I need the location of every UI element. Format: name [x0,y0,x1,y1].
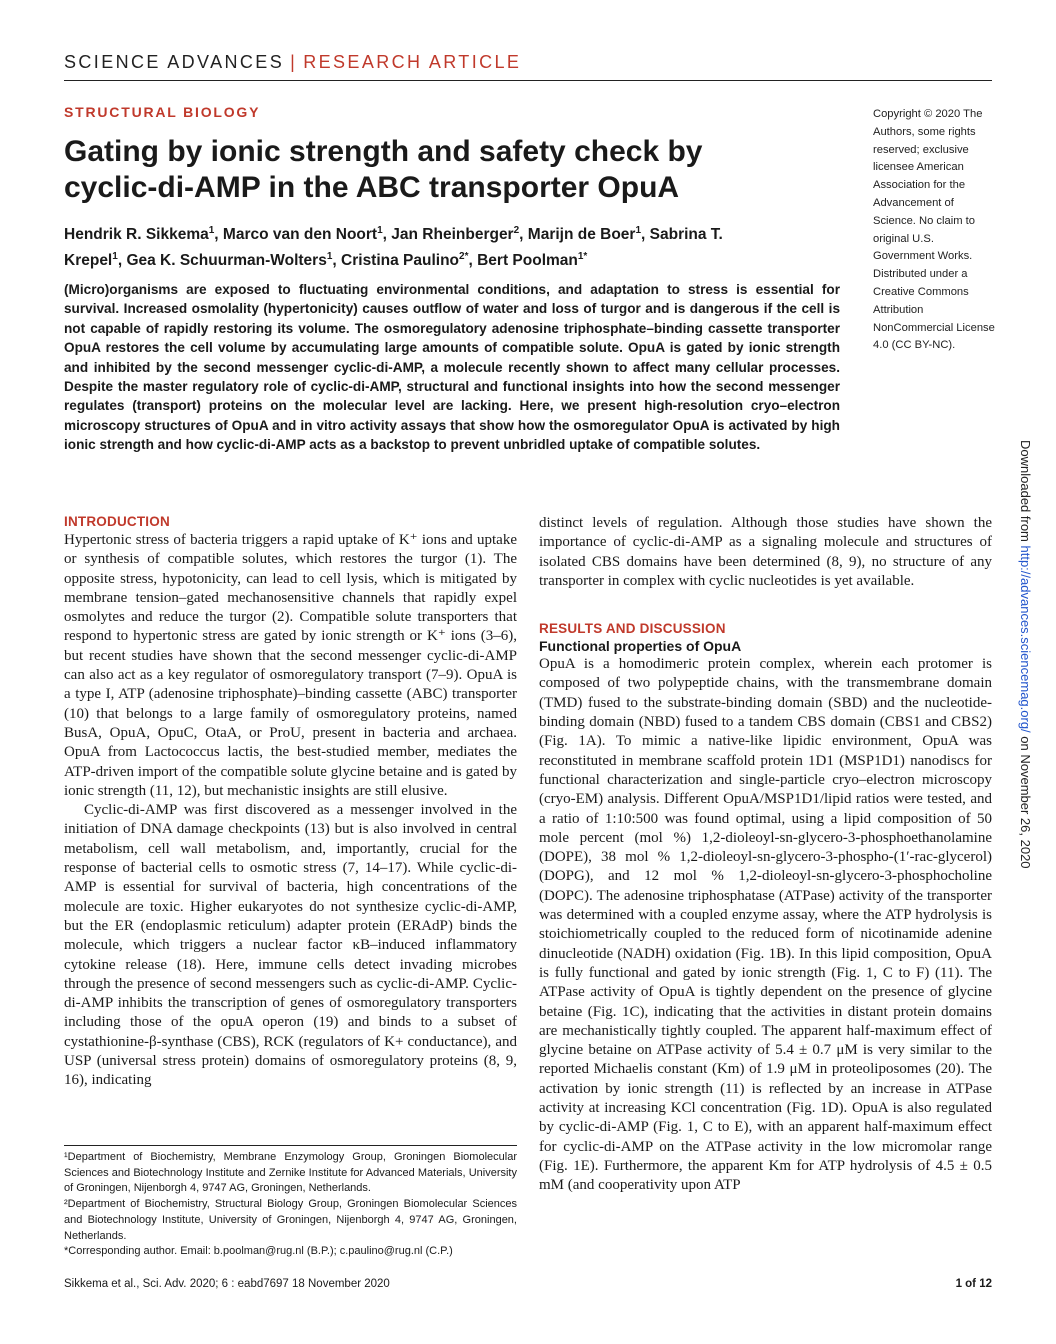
author-affiliation-mark: 1* [577,251,588,263]
author-affiliation-mark: 1 [377,225,383,236]
author-name: Cristina Paulino [341,252,460,270]
article-type: RESEARCH ARTICLE [303,52,522,72]
author-name: Gea K. Schuurman-Wolters [126,252,327,270]
subject-category: STRUCTURAL BIOLOGY [64,104,261,120]
journal-header [64,52,521,73]
intro-paragraph-1: Hypertonic stress of bacteria triggers a rapid uptake of K⁺ ions and uptake or synthesis of compatible solutes, which restores the turgor (1). The opposite stress, hypotonicity, can lead to cell lysis, which is mitigated by membrane tension–gated mechanosensitive channels that rapidly expel osmolytes and reduce the turgor (2). Compatible solute transporters that respond to hypertonic stress are gated by ionic strength or K⁺ ions (3–6), but recent studies have shown that the second messenger cyclic-di-AMP can also act as a key regulator of osmoregulatory transport (7–9). OpuA is a type I, ATP (adenosine triphosphate)–binding cassette (ABC) transporter (10) that belongs to a large family of osmoregulatory proteins, named BusA, OpuA, OpuC, OtaA, or ProU, present in bacteria and archaea. OpuA from Lactococcus lactis, the best-studied member, mediates the ATP-driven import of the compatible solute glycine betaine and is gated by ionic strength (11, 12), but mechanistic insights are still elusive. [64,532,517,799]
journal-name: SCIENCE ADVANCES [64,52,285,72]
author-affiliation-mark: 1 [635,225,642,236]
introduction-heading: INTRODUCTION [64,514,170,529]
page-number: 1 of 12 [955,1278,992,1290]
author-name: Marijn de Boer [527,226,636,244]
download-prefix: Downloaded from [1018,440,1033,546]
author-affiliation-mark: 1 [112,251,118,263]
download-suffix: on November 26, 2020 [1018,732,1033,869]
right-column [539,514,992,1196]
citation-line: Sikkema et al., Sci. Adv. 2020; 6 : eabd7697 18 November 2020 [64,1278,390,1290]
abstract: (Micro)organisms are exposed to fluctuating environmental conditions, and adaptation to stress is essential for survival. Increased osmolality (hypertonicity) causes outflow of water and loss of turgor and is dangerous if the cell is not capable of rapidly restoring its volume. The osmoregulatory adenosine triphosphate–binding cassette transporter OpuA restores the cell volume by accumulating large amounts of compatible solute. OpuA is gated by ionic strength and inhibited by the second messenger cyclic-di-AMP, a molecule recently shown to affect many cellular processes. Despite the master regulatory role of cyclic-di-AMP, structural and functional insights into how the second messenger regulates (transport) proteins on the molecular level are lacking. Here, we present high-resolution cryo–electron microscopy structures of OpuA and in vitro activity assays that show how the osmoregulator OpuA is activated by high ionic strength and how cyclic-di-AMP acts as a backstop to prevent unbridled uptake of compatible solutes. [64,282,840,453]
author-name: Hendrik R. Sikkema [64,226,209,244]
results-heading: RESULTS AND DISCUSSION [539,621,726,637]
intro-continued-paragraph: distinct levels of regulation. Although those studies have shown the importance of cyclic-di-AMP as a signaling molecule and structures of isolated CBS domains have been determined (8, 9), no structure of any transporter in complex with cyclic nucleotides is yet available. [539,515,992,589]
author-name: Marco van den Noort [222,226,378,244]
header-separator: | [290,52,298,72]
author-list: Hendrik R. Sikkema$^1$, Marco van den Noort$^1$, Jan Rheinberger$^2$, Marijn de Boer$^1$, Sabrina T. Krepel$^1$, Gea K. Schuurman-Wolters$^1$, Cristina Paulino$^{2*}$, Bert Poolman$^{1*}$ [64,225,723,270]
author-name: Sabrina T. Krepel [64,226,723,270]
footnote-rule [64,1145,517,1146]
download-link[interactable]: http://advances.sciencemag.org/ [1018,545,1033,733]
corresponding-author: *Corresponding author. Email: b.poolman@rug.nl (B.P.); c.paulino@rug.nl (C.P.) [64,1245,453,1258]
page-footer [64,1278,992,1290]
author-name: Jan Rheinberger [391,226,514,244]
results-paragraph: OpuA is a homodimeric protein complex, wherein each protomer is composed of two polypeptide chains, with the transmembrane domain (TMD) fused to the substrate-binding domain (SBD) and the nucleotide-binding domain (NBD) fused to a tandem CBS domain (CBS1 and CBS2) (Fig. 1A). To mimic a native-like lipidic environment, OpuA was reconstituted in membrane scaffold protein 1D1 (MSP1D1) nanodiscs for functional characterization and single-particle cryo–electron microscopy (cryo-EM) analysis. Different OpuA/MSP1D1/lipid ratios were tested, and a ratio of 1:10:500 was found optimal, using a lipid composition of 50 mole percent (mol %) 1,2-dioleoyl-sn-glycero-3-phosphoethanolamine (DOPE), 38 mol % 1,2-dioleoyl-sn-glycero-3-phospho-(1′-rac-glycerol) (DOPG), and 12 mol % 1,2-dioleoyl-sn-glycero-3-phosphocholine (DOPC). The adenosine triphosphatase (ATPase) activity of the transporter was determined with a coupled enzyme assay, where the ATP hydrolysis is stoichiometrically coupled to the reduced form of nicotinamide adenine dinucleotide (NADH) oxidation (Fig. 1B). In this lipid composition, OpuA is fully functional and gated by ionic strength (Fig. 1, C to F) (11). The ATPase activity of OpuA is tightly dependent on the presence of glycine betaine (Fig. 1C), indicating that the activities in distant protein domains are mechanistically tightly coupled. The apparent half-maximum effect of glycine betaine on ATPase activity of 5.4 ± 0.7 μM is very similar to the reported Michaelis constant (Km) of 1.9 μM in proteoliposomes (20). The activation by ionic strength (11) is reflected by an increase in ATPase activity at increasing KCl concentration (Fig. 1D). OpuA is also regulated by cyclic-di-AMP (Fig. 1, C to E), with an apparent half-maximum effect for cyclic-di-AMP on the ATPase activity in the low micromolar range (Fig. 1E). Furthermore, the apparent Km for ATP hydrolysis of 4.5 ± 0.5 mM (and cooperativity upon ATP [539,656,992,1194]
author-affiliation-mark: 1 [208,225,215,236]
author-affiliation-mark: 2* [459,251,469,263]
article-title: Gating by ionic strength and safety check by cyclic-di-AMP in the ABC transporter OpuA [64,135,703,204]
author-name: Bert Poolman [477,252,578,270]
author-affiliation-mark: 1 [326,251,333,263]
affiliation-2: ²Department of Biochemistry, Structural Biology Group, Groningen Biomolecular Sciences and Biotechnology Institute, University of Groningen, Nijenborgh 4, 9747 AG, Groningen, Netherlands. [64,1198,517,1242]
functional-properties-heading: Functional properties of OpuA [539,638,742,655]
affiliations-footnotes [64,1145,517,1260]
left-column [64,514,517,1091]
intro-paragraph-2: Cyclic-di-AMP was first discovered as a messenger involved in the initiation of DNA damage checkpoints (13) but is also involved in central metabolism, cell wall metabolism, and, importantly, crucial for the response of bacterial cells to osmotic stress (7, 14–17). While cyclic-di-AMP is essential for survival of bacteria, high concentrations of the molecule are toxic. Higher eukaryotes do not synthesize cyclic-di-AMP, but the ER (endoplasmic reticulum) adapter protein (ERAdP) binds the molecule, which triggers a nuclear factor κB–induced inflammatory cytokine release (18). Here, immune cells detect invading microbes through the presence of second messengers such as cyclic-di-AMP. Cyclic-di-AMP inhibits the transcription of genes of osmoregulatory transporters including those of the opuA operon (19) and binds to a subset of cystathionine-β-synthase (CBS), RCK (regulators of K+ conductance), and USP (universal stress protein) domains of osmoregulatory proteins (8, 9, 16), indicating [64,802,517,1089]
download-sidebar [1015,440,1035,910]
copyright-notice: Copyright © 2020 The Authors, some rights reserved; exclusive licensee American Association for the Advancement of Science. No claim to original U.S. Government Works. Distributed under a Creative Commons Attribution NonCommercial License 4.0 (CC BY-NC). [873,108,995,352]
header-rule [64,80,992,81]
affiliation-1: ¹Department of Biochemistry, Membrane Enzymology Group, Groningen Biomolecular Sciences and Biotechnology Institute and Zernike Institute for Advanced Materials, University of Groningen, Nijenborgh 4, 9747 AG, Groningen, Netherlands. [64,1151,517,1195]
author-affiliation-mark: 2 [513,225,520,236]
